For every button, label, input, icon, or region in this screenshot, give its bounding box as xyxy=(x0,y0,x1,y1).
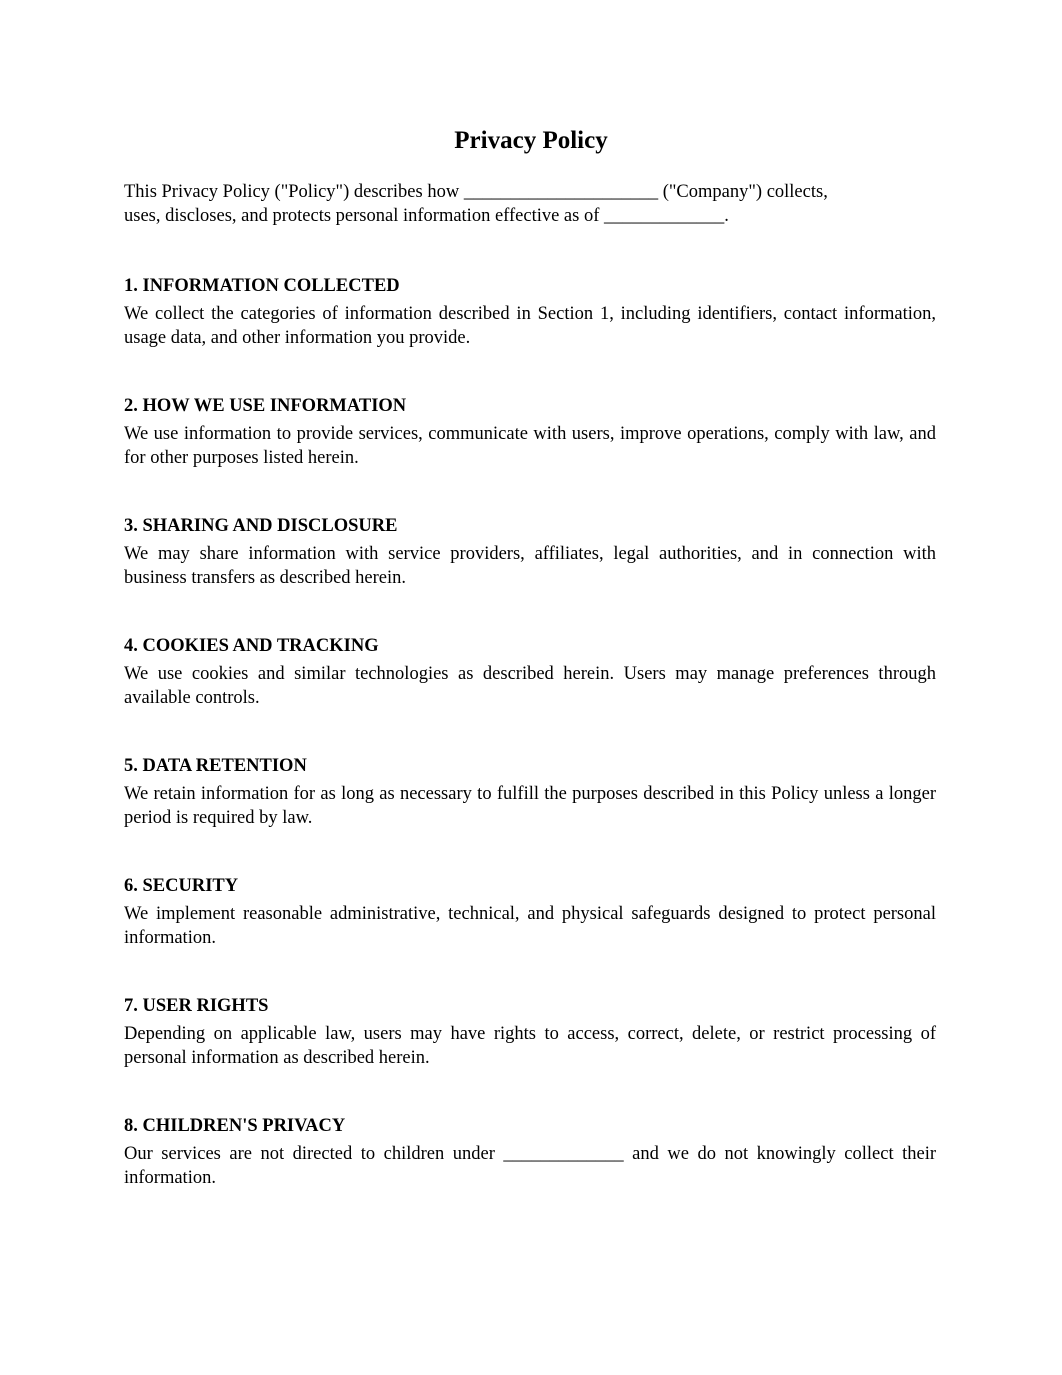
intro-line-2: uses, discloses, and protects personal information effective as of _____________. xyxy=(124,206,729,226)
section-childrens-privacy xyxy=(124,1114,936,1190)
section-user-rights xyxy=(124,994,936,1070)
section-how-we-use-information xyxy=(124,394,936,470)
section-heading: 7. USER RIGHTS xyxy=(124,996,269,1016)
section-sharing-and-disclosure xyxy=(124,514,936,590)
section-security xyxy=(124,874,936,950)
section-heading: 6. SECURITY xyxy=(124,876,239,896)
section-body: We use information to provide services, communicate with users, improve operations, comply with law, and for other purposes listed herein. xyxy=(124,424,936,468)
section-heading: 5. DATA RETENTION xyxy=(124,756,307,776)
section-body: We collect the categories of information described in Section 1, including identifiers, contact information, usage data, and other information you provide. xyxy=(124,304,936,348)
section-body: We retain information for as long as necessary to fulfill the purposes described in this Policy unless a longer period is required by law. xyxy=(124,784,936,828)
section-body: We use cookies and similar technologies as described herein. Users may manage preferences through available controls. xyxy=(124,664,936,708)
section-heading: 8. CHILDREN'S PRIVACY xyxy=(124,1116,346,1136)
section-body: We may share information with service providers, affiliates, legal authorities, and in connection with business transfers as described herein. xyxy=(124,544,936,588)
section-heading: 1. INFORMATION COLLECTED xyxy=(124,276,400,296)
section-heading: 4. COOKIES AND TRACKING xyxy=(124,636,379,656)
intro-line-1: This Privacy Policy ("Policy") describes how _____________________ ("Company") collects, xyxy=(124,182,828,202)
section-heading: 3. SHARING AND DISCLOSURE xyxy=(124,516,398,536)
document-title: Privacy Policy xyxy=(454,127,608,154)
section-body: We implement reasonable administrative, technical, and physical safeguards designed to protect personal information. xyxy=(124,904,936,948)
section-heading: 2. HOW WE USE INFORMATION xyxy=(124,396,407,416)
section-information-collected xyxy=(124,274,936,350)
section-body: Our services are not directed to children under _____________ and we do not knowingly collect their information. xyxy=(124,1144,936,1188)
section-cookies-and-tracking xyxy=(124,634,936,710)
section-data-retention xyxy=(124,754,936,830)
intro-paragraph xyxy=(124,180,936,228)
section-body: Depending on applicable law, users may have rights to access, correct, delete, or restrict processing of personal information as described herein. xyxy=(124,1024,936,1068)
